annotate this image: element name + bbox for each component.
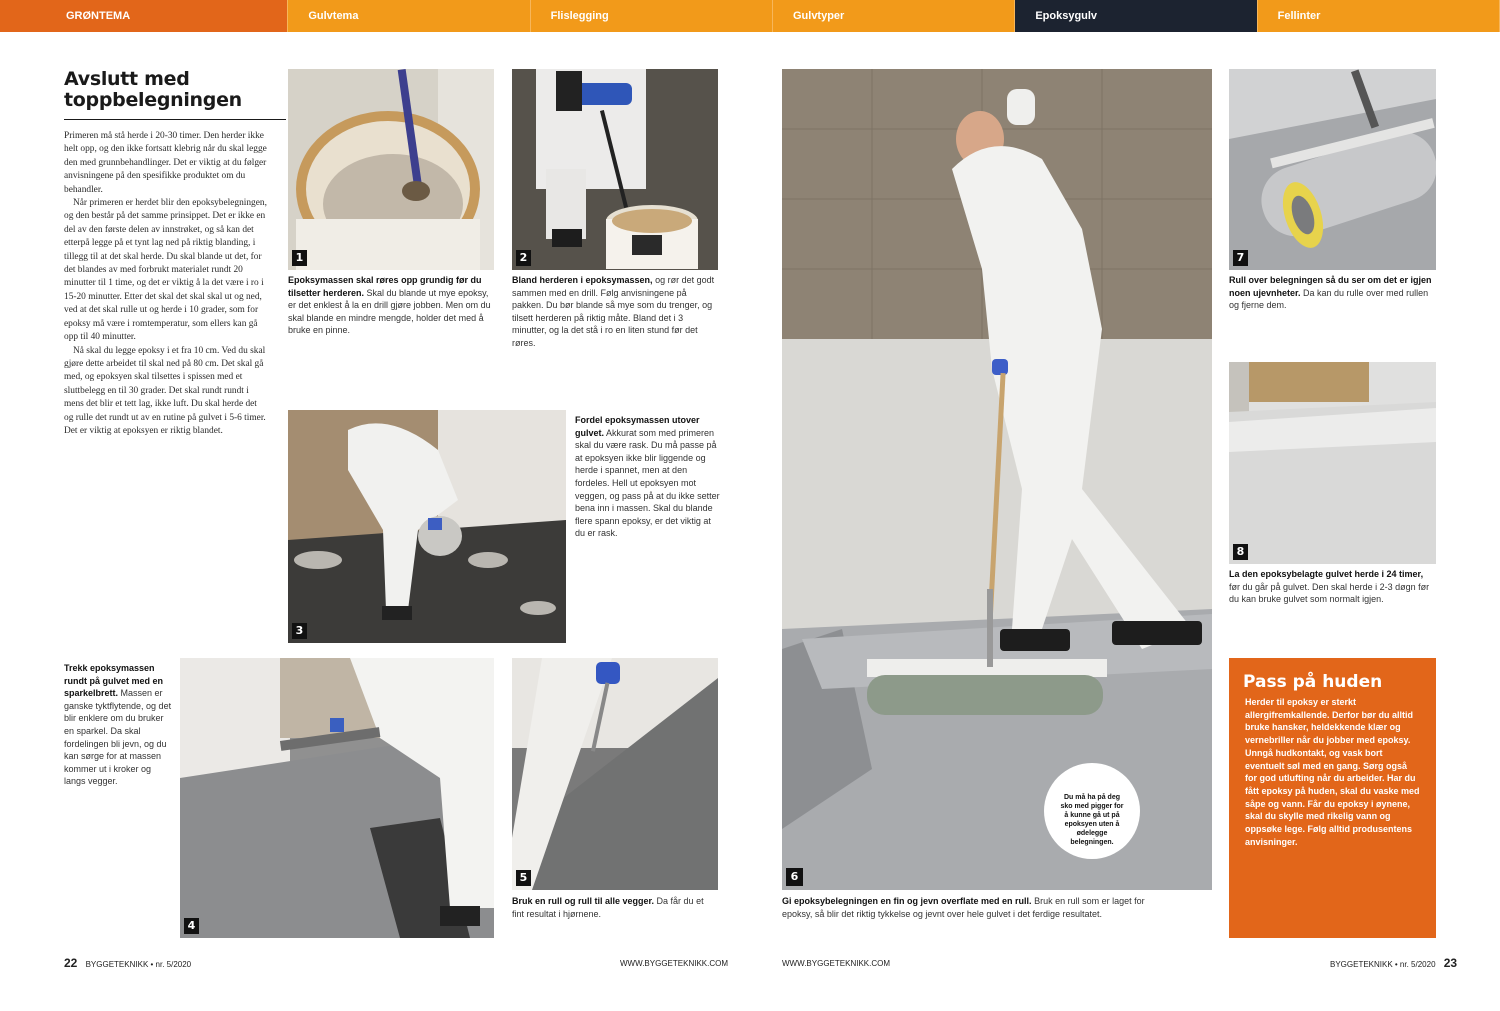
photo-number-5: 5 — [516, 870, 531, 886]
footer-right — [1330, 956, 1457, 970]
photo-number-6: 6 — [786, 868, 803, 886]
caption-1-text: Skal du blande ut mye epoksy, er det enklest å la en drill gjøre jobben. Men om du skal blande en mindre mengde, holder det med å bruke en pinne. — [288, 287, 491, 336]
info-box-text: Herder til epoksy er sterkt allergifremkallende. Derfor bør du alltid bruke hansker, heldekkende klær og vernebriller når du jobber med epoksy. Unngå hudkontakt, og vask bort eventuelt søl med en gang. Sørg også for god utlufting når du arbeider. Har du fått epoksy på huden, skal du vaske med såpe og vann. Får du epoksy i øynene, skal du skylle med rikelig vann og oppsøke lege. Følg alltid produsentens anvisninger. — [1245, 697, 1420, 847]
body-paragraph: Nå skal du legge epoksy i et fra 10 cm. Ved du skal gjøre dette arbeidet til skal ned på 80 cm. Det skal gå med, og epoksyen skal tilsettes i spissen med et sluttbelegg en til 30 grader. Det skal rundt rundt i mens det blir et tett lag, ikke luft. Du skal herde det og rulle det rundt ut av en rutine på gulvet i 5-6 timer. Det er viktig at epoksyen er riktig blandet. — [64, 345, 266, 436]
caption-6-lead: Gi epoksybelegningen en fin og jevn overflate med en rull. — [782, 896, 1032, 906]
caption-5-text: Da får du et fint resultat i hjørnene. — [512, 896, 704, 919]
caption-1-lead: Epoksymassen skal røres opp grundig før du tilsetter herderen. — [288, 275, 482, 298]
info-box-skin-warning — [1229, 658, 1436, 938]
nav-tab-gulvtema[interactable]: Gulvtema — [288, 0, 530, 32]
footer-left — [64, 956, 191, 970]
photo-roller-wall — [512, 658, 718, 890]
caption-7-text: Da kan du rulle over med rullen og fjerne dem. — [1229, 287, 1429, 311]
title-rule — [64, 119, 286, 120]
caption-4-lead: Trekk epoksymassen rundt på gulvet med en sparkelbrett. — [64, 663, 164, 699]
bucket-illustration — [288, 69, 494, 270]
photo-number-7: 7 — [1233, 250, 1248, 266]
photo-number-3: 3 — [292, 623, 307, 639]
caption-2-lead: Bland herderen i epoksymassen, — [512, 275, 653, 285]
article-body — [64, 130, 268, 630]
caption-6 — [782, 895, 1158, 920]
photo-rolling-floor — [782, 69, 1212, 890]
page-number-left: 22 — [64, 956, 78, 970]
footer-url-right[interactable]: WWW.BYGGETEKNIKK.COM — [782, 959, 891, 968]
caption-3 — [575, 414, 720, 540]
article-title — [64, 69, 284, 111]
nav-tab-grontema[interactable]: GRØNTEMA — [0, 0, 288, 32]
footer-url-left[interactable]: WWW.BYGGETEKNIKK.COM — [620, 959, 729, 968]
photo-finished-floor — [1229, 362, 1436, 564]
caption-3-lead: Fordel epoksymassen utover gulvet. — [575, 415, 700, 438]
photo-number-4: 4 — [184, 918, 199, 934]
photo-number-8: 8 — [1233, 544, 1248, 560]
page-number-right: 23 — [1443, 956, 1458, 970]
nav-tab-flislegging[interactable]: Flislegging — [531, 0, 773, 32]
photo-number-1: 1 — [292, 250, 307, 266]
publication-name-left: BYGGETEKNIKK • nr. 5/2020 — [85, 960, 192, 969]
article-title-line2: toppbelegningen — [64, 89, 242, 111]
roller-closeup-illustration — [1229, 69, 1436, 270]
photo-spreading-trowel — [180, 658, 494, 938]
caption-2-text: og rør det godt sammen med en drill. Følg anvisningene på pakken. Du bør blande så mye som du trenger, og tilsett herderen på riktig måte. Bland det i 3 minutter, og la det stå i ro en liten stund før det røres. — [512, 275, 715, 348]
caption-5-lead: Bruk en rull og rull til alle vegger. — [512, 896, 655, 906]
roller-wall-illustration — [512, 658, 718, 890]
speech-bubble-text: Du må ha på deg sko med pigger for å kunne gå ut på epoksyen uten å ødelegge belegningen. — [1060, 794, 1124, 846]
caption-1 — [288, 274, 494, 337]
rolling-floor-illustration — [782, 69, 1212, 890]
photo-number-2: 2 — [516, 250, 531, 266]
body-paragraph: Primeren må stå herde i 20-30 timer. Den herder ikke helt opp, og den ikke fortsatt klebrig når du skal legge den med grunnbehandlinger. Det er viktig at du følger anvisningene på den spesifikke produktet om du behandler. — [64, 131, 267, 195]
spreading-illustration — [180, 658, 494, 938]
caption-8-lead: La den epoksybelagte gulvet herde i 24 timer, — [1229, 569, 1424, 579]
body-paragraph: Når primeren er herdet blir den epoksybelegningen, og den består på det samme prinsippet. Det er ikke en del av den første delen av innstrøket, og så kan det etterpå legge på et tynt lag ned på riktig blanding, i tillegg til at det skal herde. Du skal blande ut det, for det blandes av med forbrukt materialet rundt 20 minutter til 1 time, og det er viktig å la det være i ro i 15-20 minutter. Etter det skal det skal skal ut og ned, ved at det skal rulle ut og herde i 10 grader, som for epoksy må være i romtemperatur, som ellers kan gå opp til 40 minutter. — [64, 198, 267, 343]
caption-6-text: Bruk en rull som er laget for epoksy, så blir det riktig tykkelse og jevnt over hele gulvet i det ferdige resultatet. — [782, 896, 1145, 919]
photo-pouring-epoxy — [288, 410, 566, 643]
photo-roller-closeup — [1229, 69, 1436, 270]
speech-bubble-tip — [1044, 763, 1140, 859]
caption-7 — [1229, 274, 1436, 312]
nav-tab-fellinter[interactable]: Fellinter — [1258, 0, 1500, 32]
caption-8-text: før du går på gulvet. Den skal herde i 2-3 døgn før du kan bruke gulvet som normalt igjen. — [1229, 581, 1430, 605]
caption-4-text: Massen er ganske tyktflytende, og det blir enklere om du bruker en sparkel. Da skal fordelingen bli jevn, og du kan sørge for at massen kommer ut i kroker og langs vegger. — [64, 688, 172, 787]
photo-mixing-drill — [512, 69, 718, 270]
caption-2 — [512, 274, 718, 350]
caption-5 — [512, 895, 718, 920]
pouring-illustration — [288, 410, 566, 643]
publication-name-right: BYGGETEKNIKK • nr. 5/2020 — [1330, 960, 1436, 969]
finished-floor-illustration — [1229, 362, 1436, 564]
section-navigation-bar — [0, 0, 1500, 32]
caption-7-lead: Rull over belegningen så du ser om det er igjen noen ujevnheter. — [1229, 275, 1432, 298]
photo-stirring-bucket — [288, 69, 494, 270]
nav-tab-epoksygulv[interactable]: Epoksygulv — [1015, 0, 1257, 32]
caption-3-text: Akkurat som med primeren skal du være rask. Du må passe på at epoksyen ikke blir liggende og herde i spannet, men at den fordeles. Hell ut epoksyen mot veggen, og pass på at du ikke setter bena inn i massen. Skal du blande flere spann epoksy, er det viktig at du er rask. — [575, 427, 720, 539]
caption-4 — [64, 662, 172, 788]
mixing-illustration — [512, 69, 718, 270]
article-title-line1: Avslutt med — [64, 68, 190, 90]
caption-8 — [1229, 568, 1436, 606]
info-box-heading: Pass på huden — [1243, 672, 1383, 692]
nav-tab-gulvtyper[interactable]: Gulvtyper — [773, 0, 1015, 32]
